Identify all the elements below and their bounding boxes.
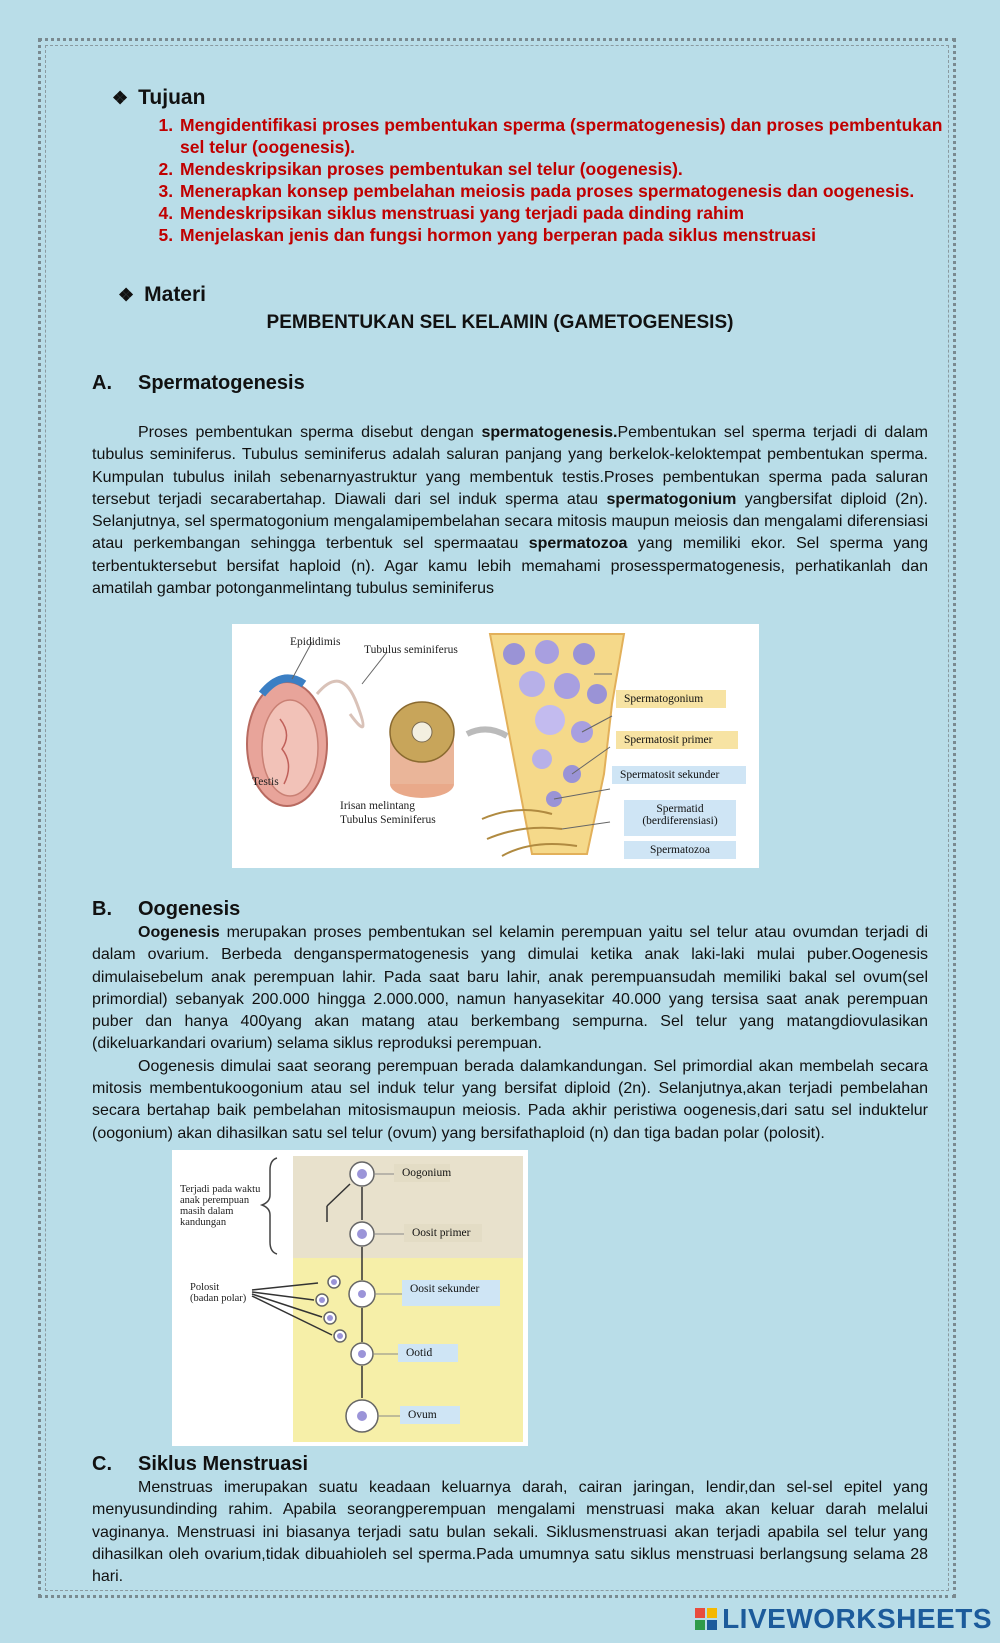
section-a-heading: A. Spermatogenesis <box>92 372 305 394</box>
section-b-heading: B. Oogenesis <box>92 898 241 920</box>
label-oosit-sekunder: Oosit sekunder <box>402 1280 500 1306</box>
goal-item: 2. Mendeskripsikan proses pembentukan sel telur (oogenesis). <box>178 158 948 180</box>
label-spermatogonium: Spermatogonium <box>616 690 726 708</box>
label-ootid: Ootid <box>398 1344 458 1362</box>
goal-item: 3. Menerapkan konsep pembelahan meiosis pada proses spermatogenesis dan oogenesis. <box>178 180 948 202</box>
liveworksheets-logo[interactable]: LIVEWORKSHEETS <box>694 1603 992 1635</box>
spermatogenesis-figure <box>232 624 759 868</box>
page-title: PEMBENTUKAN SEL KELAMIN (GAMETOGENESIS) <box>266 312 734 333</box>
label-irisan-1: Irisan melintang <box>340 800 416 812</box>
label-spermatozoa: Spermatozoa <box>624 841 736 859</box>
label-epididimis: Epididimis <box>290 636 341 648</box>
section-a-paragraph: Proses pembentukan sperma disebut dengan spermatogenesis.Pembentukan sel sperma terjadi di dalam tubulus seminiferus. Tubulus seminiferus adalah saluran panjang yang berkelok-keloktempat pembentukan sperma. Kumpulan tubulus inilah sebenarnyastruktur yang membentuk testis.Proses pembentukan sperma pada saluran tersebut terjadi secarabertahap. Diawali dari sel induk sperma atau spermatogonium yangbersifat diploid (2n). Selanjutnya, sel spermatogonium mengalamipembelahan secara mitosis maupun meiosis dan mengalami diferensiasi atau perkembangan sehingga terbentuk sel spermaatau spermatozoa yang memiliki ekor. Sel sperma yang terbentuktersebut bersifat haploid (n). Agar kamu lebih memahami prosesspermatogenesis, perhatikanlah dan amatilah gambar potonganmelintang tubulus seminiferus <box>92 424 929 598</box>
diamond-bullet-icon: ❖ <box>112 88 129 108</box>
section-b-paragraph: Oogenesis merupakan proses pembentukan sel kelamin perempuan yaitu sel telur atau ovumdan terjadi di dalam ovarium. Berbeda denganspermatogenesis yang dimulai ketika anak laki-laki mulai puber.Oogenesis dimulaisebelum anak perempuan lahir. Pada saat baru lahir, anak perempuansudah memiliki bakal sel ovum(sel primordial) sebanyak 200.000 hingga 2.000.000, namun hanyasekitar 40.000 yang tersisa saat anak perempuan puber dan hanya 400yang akan matang atau berkembang sempurna. Sel telur yang matangdiovulasikan (dikeluarkandari ovarium) selama siklus reproduksi perempuan. Oogenesis dimulai saat seorang perempuan berada dalamkandungan. Sel primordial akan membelah secara mitosis membentukoogonium atau sel induk telur yang bersifat diploid (2n). Selanjutnya,akan terjadi pembelahan secara bertahap baik pembelahan mitosismaupun meiosis. Pada akhir peristiwa oogenesis,dari satu sel induktelur (oogonium) akan dihasilkan satu sel telur (ovum) yang bersifathaploid (n) dan tiga badan polar (polosit). <box>92 924 928 1142</box>
label-tubulus: Tubulus seminiferus <box>364 644 458 656</box>
label-testis: Testis <box>252 776 279 788</box>
oogenesis-figure <box>172 1150 528 1446</box>
label-oosit-primer: Oosit primer <box>404 1224 482 1242</box>
label-spermatid: Spermatid (berdiferensiasi) <box>624 800 736 836</box>
section-c-paragraph: Menstruas imerupakan suatu keadaan keluarnya darah, cairan jaringan, lendir,dan sel-sel epitel yang menyusundinding rahim. Apabila seorangperempuan mengalami menstruasi maka akan keluar darah melalui vaginanya. Menstruasi ini biasanya terjadi satu bulan sekali. Siklusmenstruasi akan terjadi apabila sel telur yang dihasilkan oleh ovarium,tidak dibuahioleh sel sperma.Pada umumnya satu siklus menstruasi berlangsung selama 28 hari. <box>92 1479 928 1586</box>
label-ovum: Ovum <box>400 1406 460 1424</box>
side-note: Terjadi pada waktu anak perempuan masih dalam kandungan <box>180 1184 261 1228</box>
goal-item: 5. Menjelaskan jenis dan fungsi hormon yang berperan pada siklus menstruasi <box>178 224 948 246</box>
label-oogonium: Oogonium <box>394 1164 450 1182</box>
tujuan-heading: ❖ Tujuan <box>112 86 206 109</box>
section-c-heading: C. Siklus Menstruasi <box>92 1453 309 1475</box>
label-irisan-2: Tubulus Seminiferus <box>340 814 436 826</box>
label-spermatosit-sekunder: Spermatosit sekunder <box>612 766 746 784</box>
diamond-bullet-icon: ❖ <box>118 285 135 305</box>
goal-item: 4. Mendeskripsikan siklus menstruasi yang terjadi pada dinding rahim <box>178 202 948 224</box>
goals-list <box>150 114 948 246</box>
liveworksheets-icon <box>694 1607 718 1631</box>
materi-heading: ❖ Materi <box>118 283 206 306</box>
goal-item: 1. Mengidentifikasi proses pembentukan sperma (spermatogenesis) dan proses pembentukan sel telur (oogenesis). <box>178 114 948 158</box>
label-polosit: Polosit (badan polar) <box>190 1282 247 1304</box>
label-spermatosit-primer: Spermatosit primer <box>616 731 738 749</box>
